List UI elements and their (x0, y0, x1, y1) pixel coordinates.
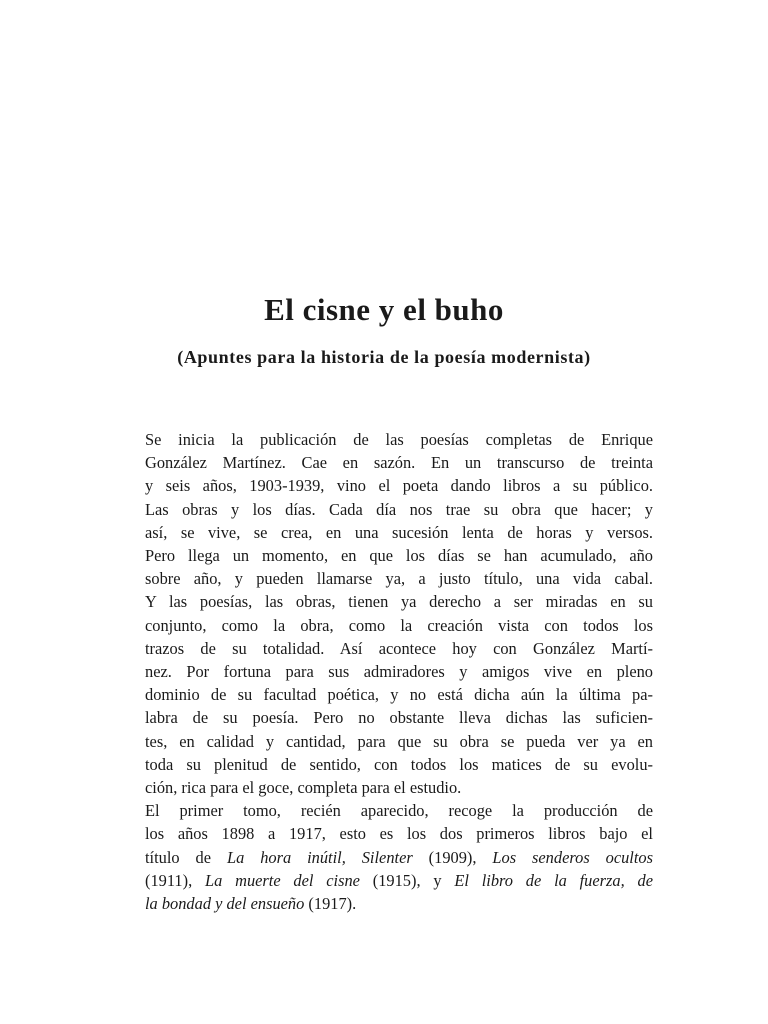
text-line: González Martínez. Cae en sazón. En un transcurso de treinta (145, 453, 653, 473)
text-run: (1915), y (359, 870, 455, 890)
text-line: Pero llega un momento, en que los días se han acumulado, año (145, 546, 653, 566)
text-line: los años 1898 a 1917, esto es los dos primeros libros bajo el (145, 824, 653, 844)
text-line: y seis años, 1903-1939, vino el poeta dando libros a su público. (145, 476, 653, 496)
text-line: ción, rica para el goce, completa para el estudio. (145, 778, 462, 798)
text-line: nez. Por fortuna para sus admiradores y amigos vive en pleno (145, 662, 653, 682)
text-line (115, 892, 653, 915)
text-line: labra de su poesía. Pero no obstante lleva dichas las suficien- (145, 708, 653, 728)
text-line: El primer tomo, recién aparecido, recoge la producción de (145, 801, 653, 821)
page-subtitle: (Apuntes para la historia de la poesía modernista) (177, 347, 591, 367)
book-title: La muerte del cisne (205, 870, 360, 890)
text-run: (1909), (412, 847, 493, 867)
text-line: Y las poesías, las obras, tienen ya derecho a ser miradas en su (145, 592, 653, 612)
book-title: Los senderos ocultos (492, 847, 653, 867)
text-line: dominio de su facultad poética, y no está dicha aún la última pa- (145, 685, 653, 705)
paragraph-1 (115, 428, 653, 799)
text-line: Las obras y los días. Cada día nos trae su obra que hacer; y (145, 499, 653, 519)
text-line: sobre año, y pueden llamarse ya, a justo título, una vida cabal. (145, 569, 653, 589)
body-text (115, 428, 653, 915)
text-run: (1911), (145, 870, 205, 890)
book-title: El libro de la fuerza, de (454, 870, 653, 890)
book-title: la bondad y del ensueño (145, 894, 305, 914)
text-line: toda su plenitud de sentido, con todos los matices de su evolu- (145, 754, 653, 774)
text-line: así, se vive, se crea, en una sucesión lenta de horas y versos. (145, 522, 653, 542)
text-line: Se inicia la publicación de las poesías completas de Enrique (145, 430, 653, 449)
text-run: título de (145, 847, 227, 867)
page-title: El cisne y el buho (264, 292, 504, 327)
text-run: (1917). (304, 894, 357, 914)
text-line: trazos de su totalidad. Así acontece hoy con González Martí- (145, 638, 653, 658)
paragraph-2 (115, 799, 653, 915)
text-line (115, 846, 653, 869)
book-title: La hora inútil, Silenter (226, 847, 413, 867)
text-line: conjunto, como la obra, como la creación vista con todos los (145, 615, 653, 635)
text-line (115, 869, 653, 892)
text-line: tes, en calidad y cantidad, para que su obra se pueda ver ya en (145, 731, 653, 751)
